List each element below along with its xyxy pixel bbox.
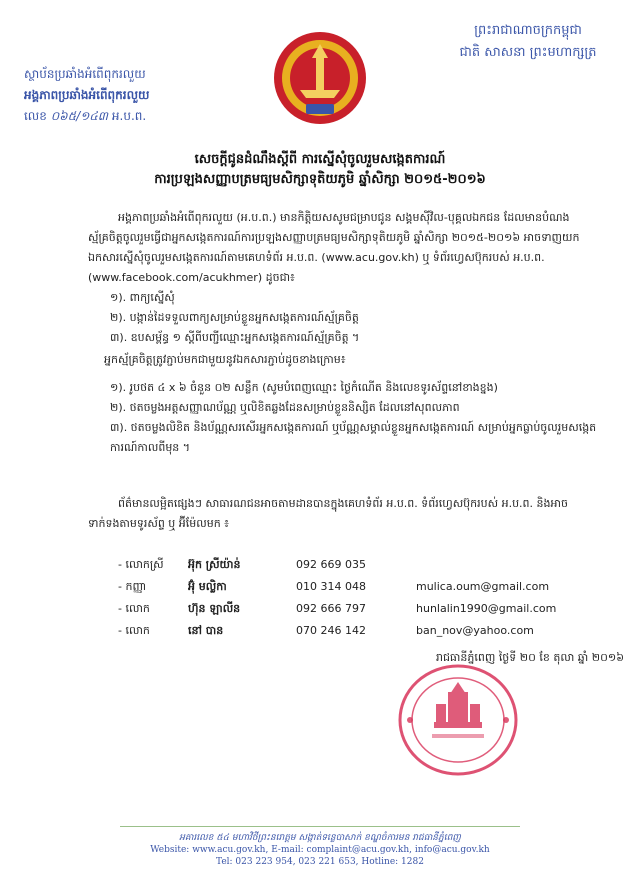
ref-number: ០៦៥/១៤៣ — [50, 109, 109, 123]
contact-email: hunlalin1990@gmail.com — [416, 602, 557, 615]
kingdom-line-1: ព្រះរាជាណាចក្រកម្ពុជា — [474, 23, 582, 38]
acu-emblem-logo — [270, 28, 370, 128]
contact-row — [118, 598, 578, 620]
document-title — [0, 150, 640, 190]
contact-phone: 070 246 142 — [296, 624, 366, 637]
list-item: ៣). ឧបសម្ព័ន្ធ ១ ស្តីពីបញ្ជីឈ្មោះអ្នកសង្កេតការណ៍ស្ម័គ្រចិត្ត ។ — [110, 331, 360, 344]
list-item: ១). ពាក្យស្នើសុំ — [110, 291, 175, 304]
list-item: ២). បង្កាន់ដៃទទួលពាក្យសម្រាប់ខ្លួនអ្នកសង្កេតការណ៍ស្ម័គ្រចិត្ត — [110, 311, 359, 324]
contact-row — [118, 576, 578, 598]
attachments-list — [110, 378, 600, 458]
contact-phone: 092 666 797 — [296, 602, 366, 615]
list-item: ១). រូបថត ៤ x ៦ ចំនួន ០២ សន្លឹក (សូមបំពេញឈ្មោះ ថ្ងៃកំណើត និងលេខទូរស័ព្ទនៅខាងខ្នង) — [110, 381, 498, 394]
kingdom-header — [428, 20, 628, 64]
contact-name: នៅ បាន — [188, 624, 224, 637]
kingdom-line-2: ជាតិ សាសនា ព្រះមហាក្សត្រ — [459, 45, 597, 60]
contact-phone: 092 669 035 — [296, 558, 366, 571]
footer-tel: Tel: 023 223 954, 023 221 653, Hotline: 1282 — [216, 857, 424, 867]
contact-title: - កញ្ញា — [118, 580, 147, 593]
contact-email: ban_nov@yahoo.com — [416, 624, 534, 637]
ref-prefix: លេខ — [24, 109, 47, 123]
footer-web: Website: www.acu.gov.kh, E-mail: complaint@acu.gov.kh, info@acu.gov.kh — [150, 845, 490, 855]
contact-list — [118, 554, 578, 642]
contact-title: - លោកស្រី — [118, 558, 164, 571]
contact-row — [118, 620, 578, 642]
footer — [60, 832, 580, 868]
info-paragraph: ព័ត៌មានលម្អិតផ្សេងៗ សាធារណជនអាចតាមដានបានក្នុងគេហទំព័រ អ.ប.ព. ទំព័រហ្វេសប៊ុករបស់ អ.ប.ព. និងអាចទាក់ទងតាមទូរស័ព្ទ ឬ អ៊ីម៉ែលមក ៖ — [88, 497, 568, 530]
contact-row — [118, 554, 578, 576]
official-stamp — [396, 662, 520, 778]
contact-name: អ៊ុក ស្រីយ៉ាន់ — [188, 558, 241, 571]
intro-paragraph: អង្គភាពប្រឆាំងអំពើពុករលួយ (អ.ប.ព.) មានកិត្តិយសសូមជម្រាបជូន សង្គមស៊ីវិល-បុគ្គលឯកជន ដែលមានបំណងស្ម័គ្រចិត្តចូលរួមធ្វើជាអ្នកសង្កេតការណ៍ការប្រឡងសញ្ញាបត្រមធ្យមសិក្សាទុតិយភូមិ ឆ្នាំសិក្សា ២០១៥-២០១៦ អាចទាញយកឯកសារស្នើសុំចូលរួមសង្កេតការណ៍តាមគេហទំព័រ អ.ប.ព. (www.acu.gov.kh) ឬ ទំព័រហ្វេសប៊ុករបស់ អ.ប.ព. (www.facebook.com/acukhmer) ដូចជា៖ — [88, 211, 580, 284]
contact-name: អ៊ុំ មល្លិកា — [188, 580, 227, 593]
agency-line-2: អង្គភាពប្រឆាំងអំពើពុករលួយ — [24, 88, 150, 102]
list-item: ២). ថតចម្លងអត្តសញ្ញាណប័ណ្ណ ឬលិខិតឆ្លងដែនសម្រាប់ខ្លួននិស្សិត ដែលនៅសុពលភាព — [110, 401, 460, 414]
ref-suffix: អ.ប.ព. — [111, 109, 147, 123]
contact-email: mulica.oum@gmail.com — [416, 580, 550, 593]
contact-title: - លោក — [118, 624, 150, 637]
signature-date: រាជធានីភ្នំពេញ ថ្ងៃទី ២០ ខែ តុលា ឆ្នាំ ២០១៦ — [435, 651, 624, 664]
agency-line-1: ស្ថាប័នប្រឆាំងអំពើពុករលួយ — [24, 67, 146, 81]
reference-number — [24, 106, 244, 127]
contact-name: ហ៊ុន ឡាលីន — [188, 602, 241, 615]
contact-phone: 010 314 048 — [296, 580, 366, 593]
agency-header — [24, 64, 244, 127]
footer-address: អគារលេខ ៥៤ មហាវិថីព្រះនរោត្តម សង្កាត់ទន្លេបាសាក់ ខណ្ឌចំការមន រាជធានីភ្នំពេញ — [179, 833, 461, 843]
title-line-1: សេចក្តីជូនដំណឹងស្តីពី ការស្នើសុំចូលរួមសង្កេតការណ៍ — [194, 152, 446, 167]
requirements-list — [110, 288, 590, 348]
footer-divider — [120, 826, 520, 827]
attachments-heading: អ្នកស្ម័គ្រចិត្តត្រូវភ្ជាប់មកជាមួយនូវឯកសារភ្ជាប់ដូចខាងក្រោម៖ — [104, 353, 346, 366]
title-line-2: ការប្រឡងសញ្ញាបត្រមធ្យមសិក្សាទុតិយភូមិ ឆ្នាំសិក្សា ២០១៥-២០១៦ — [154, 172, 486, 187]
contact-title: - លោក — [118, 602, 150, 615]
list-item: ៣). ថតចម្លងលិខិត និងប័ណ្ណសរសើរអ្នកសង្កេតការណ៍ ឬប័ណ្ណសម្គាល់ខ្លួនអ្នកសង្កេតការណ៍ សម្រាប់អ្នកធ្លាប់ចូលរួមសង្កេតការណ៍កាលពីមុន ។ — [110, 421, 597, 454]
